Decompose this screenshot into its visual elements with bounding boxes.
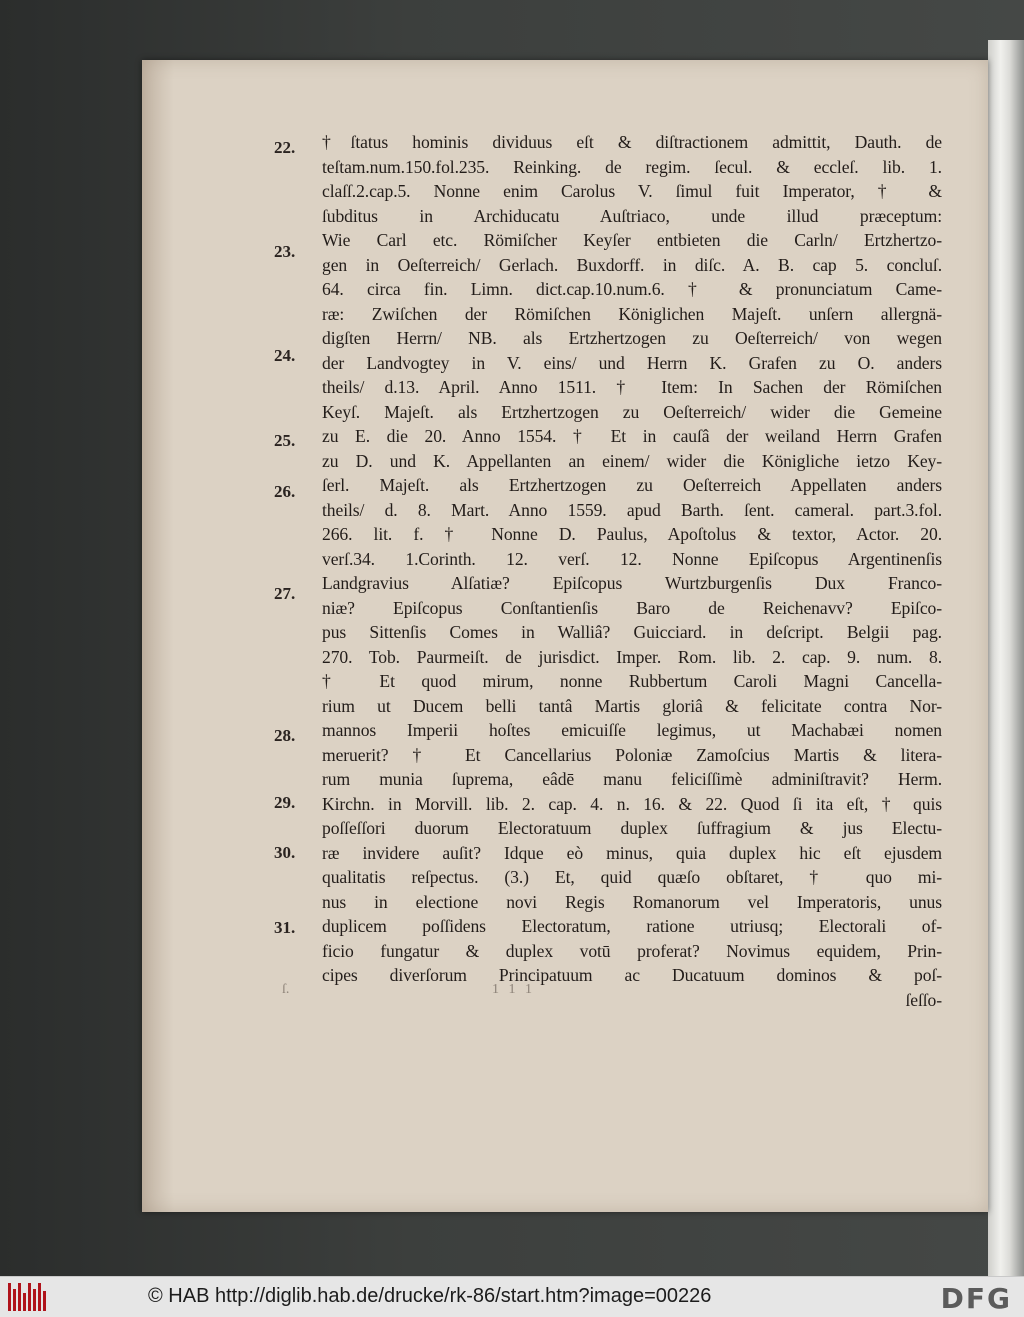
text-line: cipes diverſorum Principatuum ac Ducatuum dominos & poſ- (322, 965, 942, 985)
page-fold-shadow (142, 60, 174, 1212)
margin-number: 24. (274, 346, 296, 365)
margin-number: 31. (274, 918, 296, 937)
book-page (142, 60, 988, 1212)
text-line: mannos Imperii hoſtes emicuiſſe legimus, ut Machabæi nomen (322, 720, 942, 740)
text-line: nus in electione novi Regis Romanorum vel Imperatoris, unus (322, 891, 942, 912)
text-line: 266. lit. f. † Nonne D. Paulus, Apoſtolus & textor, Actor. 20. (322, 524, 942, 544)
margin-number: 30. (274, 843, 296, 862)
text-line: ræ invidere auſit? Idque eò minus, quia duplex hic eſt ejusdem (322, 842, 942, 863)
footer-mark-left: ſ. (282, 982, 290, 997)
text-line: ſubditus in Archiducatu Auſtriaco, unde illud præceptum: (322, 205, 942, 226)
margin-number: 25. (274, 431, 296, 450)
margin-number: 27. (274, 584, 296, 603)
dfg-logo: DFG (940, 1282, 1012, 1315)
margin-number: 26. (274, 482, 296, 501)
catchword: ſeſſo- (905, 989, 942, 1010)
text-line: verſ.34. 1.Corinth. 12. verſ. 12. Nonne Epiſcopus Argentinenſis (322, 548, 942, 569)
hab-logo-icon (8, 1283, 46, 1311)
text-line: poſſeſſori duorum Electoratuum duplex ſuffragium & jus Electu- (322, 818, 942, 838)
text-line: teſtam.num.150.fol.235. Reinking. de regim. ſecul. & eccleſ. lib. 1. (322, 156, 942, 177)
margin-number: 29. (274, 793, 296, 812)
margin-number: 23. (274, 242, 296, 261)
text-line: ficio fungatur & duplex votū proferat? Novimus equidem, Prin- (322, 940, 942, 961)
text-line: Kirchn. in Morvill. lib. 2. cap. 4. n. 16. & 22. Quod ſi ita eſt, † quis (322, 793, 942, 814)
text-line: duplicem poſſidens Electoratum, ratione utriusq; Electorali of- (322, 916, 942, 936)
text-line: rum munia ſuprema, eâdē manu feliciſſimè adminiſtravit? Herm. (322, 769, 942, 789)
text-line: meruerit? † Et Cancellarius Poloniæ Zamoſcius Martis & litera- (322, 744, 942, 765)
text-line: † Et quod mirum, nonne Rubbertum Caroli Magni Cancella- (322, 671, 942, 691)
page-footer-marks (282, 982, 902, 1006)
text-line: ræ: Zwiſchen der Römiſchen Königlichen Majeſt. unſern allergnä- (322, 303, 942, 324)
text-line: theils/ d.13. April. Anno 1511. † Item: In Sachen der Römiſchen (322, 377, 942, 397)
text-line: pus Sittenſis Comes in Walliâ? Guicciard. in deſcript. Belgii pag. (322, 622, 942, 642)
text-line: claſſ.2.cap.5. Nonne enim Carolus V. ſimul fuit Imperator, † & (322, 181, 942, 201)
text-line: Keyſ. Majeſt. als Ertzhertzogen zu Oeſterreich/ wider die Gemeine (322, 401, 942, 422)
text-line: der Landvogtey in V. eins/ und Herrn K. Grafen zu O. anders (322, 352, 942, 373)
margin-number: 28. (274, 726, 296, 745)
text-line: theils/ d. 8. Mart. Anno 1559. apud Barth. ſent. cameral. part.3.fol. (322, 499, 942, 520)
text-line: niæ? Epiſcopus Conſtantienſis Baro de Reichenavv? Epiſco- (322, 597, 942, 618)
margin-number: 22. (274, 138, 296, 157)
text-block (322, 130, 942, 1012)
text-line: ſerl. Majeſt. als Ertzhertzogen zu Oeſterreich Appellaten anders (322, 475, 942, 495)
text-line: zu D. und K. Appellanten an einem/ wider die Königliche ietzo Key- (322, 450, 942, 471)
attribution-link[interactable]: © HAB http://diglib.hab.de/drucke/rk-86/start.htm?image=00226 (148, 1285, 712, 1307)
text-line: 64. circa fin. Limn. dict.cap.10.num.6. † & pronunciatum Came- (322, 279, 942, 299)
text-line: digſten Herrn/ NB. als Ertzhertzogen zu Oeſterreich/ von wegen (322, 328, 942, 348)
text-line: gen in Oeſterreich/ Gerlach. Buxdorff. in diſc. A. B. cap 5. concluſ. (322, 254, 942, 275)
text-line: 270. Tob. Paurmeiſt. de jurisdict. Imper. Rom. lib. 2. cap. 9. num. 8. (322, 646, 942, 667)
text-line: rium ut Ducem belli tantâ Martis gloriâ & felicitate contra Nor- (322, 695, 942, 716)
book-edge (988, 40, 1024, 1276)
text-line: zu E. die 20. Anno 1554. † Et in cauſâ der weiland Herrn Grafen (322, 426, 942, 446)
text-line: Wie Carl etc. Römiſcher Keyſer entbieten die Carln/ Ertzhertzo- (322, 230, 942, 250)
text-line: †ſtatus hominis dividuus eſt & diſtractionem admittit, Dauth. de (322, 132, 942, 152)
text-line: qualitatis reſpectus. (3.) Et, quid quæſo obſtaret, † quo mi- (322, 867, 942, 887)
attribution-bar (0, 1276, 1024, 1317)
text-line: Landgravius Alſatiæ? Epiſcopus Wurtzburgenſis Dux Franco- (322, 573, 942, 593)
signature-mark: 1 1 1 (492, 982, 535, 997)
